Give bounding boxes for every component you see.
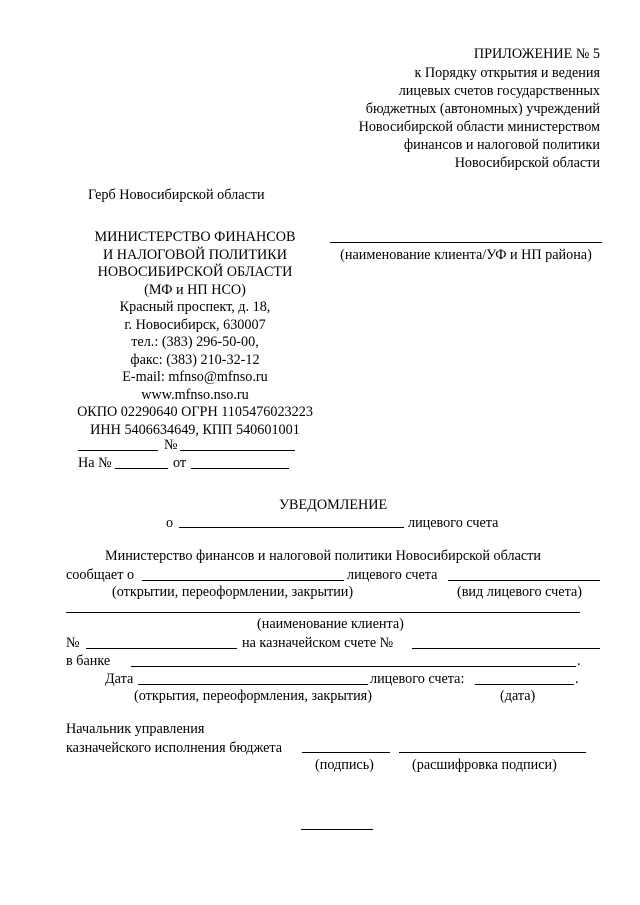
appendix-line-3: бюджетных (автономных) учреждений <box>365 101 600 117</box>
recipient-caption: (наименование клиента/УФ и НП района) <box>340 247 592 263</box>
body-ministry-reports: Министерство финансов и налоговой политики Новосибирской области <box>105 548 541 564</box>
caption-date: (дата) <box>500 688 536 704</box>
ministry-name-line-1: МИНИСТЕРСТВО ФИНАНСОВ <box>94 229 296 245</box>
account-date-label: лицевого счета: <box>370 671 465 687</box>
treasury-account-label: на казначейском счете № <box>242 635 394 651</box>
bank-label: в банке <box>66 653 111 669</box>
account-number-sign: № <box>66 635 80 651</box>
ministry-okpo-ogrn: ОКПО 02290640 ОГРН 1105476023223 <box>77 404 313 420</box>
recipient-name-line <box>330 242 602 243</box>
caption-signature-decode: (расшифровка подписи) <box>412 757 557 773</box>
appendix-line-4: Новосибирской области министерством <box>358 119 600 135</box>
account-type-line <box>448 580 600 581</box>
date-period: . <box>575 671 579 687</box>
ministry-address: Красный проспект, д. 18, <box>119 299 271 315</box>
outgoing-number-line <box>180 450 295 451</box>
ministry-name-line-2: И НАЛОГОВОЙ ПОЛИТИКИ <box>102 246 288 263</box>
bank-period: . <box>577 653 581 669</box>
appendix-line-5: финансов и налоговой политики <box>403 137 600 153</box>
bank-name-line <box>131 666 576 667</box>
coat-of-arms-label: Герб Новосибирской области <box>88 187 265 203</box>
signatory-title-line-2: казначейского исполнения бюджета <box>66 740 283 756</box>
signature-decode-line <box>399 752 586 753</box>
appendix-title: ПРИЛОЖЕНИЕ № 5 <box>473 46 600 62</box>
appendix-line-6: Новосибирской области <box>454 155 600 171</box>
date-label: Дата <box>105 671 134 687</box>
reference-number-line <box>115 468 168 469</box>
appendix-line-2: лицевых счетов государственных <box>398 83 600 99</box>
ministry-website: www.mfnso.nso.ru <box>141 386 249 403</box>
ministry-abbr: (МФ и НП НСО) <box>144 281 246 298</box>
caption-dates: (открытия, переоформления, закрытия) <box>134 688 372 704</box>
ministry-block <box>60 229 330 439</box>
signatory-title-line-1: Начальник управления <box>66 721 205 737</box>
notice-title: УВЕДОМЛЕНИЕ <box>279 497 388 513</box>
caption-action-type: (открытии, переоформлении, закрытии) <box>112 584 354 600</box>
signature-line <box>302 752 390 753</box>
reference-from-label: от <box>173 455 187 471</box>
outgoing-number-sign: № <box>164 437 178 453</box>
ministry-name-line-3: НОВОСИБИРСКОЙ ОБЛАСТИ <box>97 264 293 280</box>
caption-signature: (подпись) <box>315 757 374 773</box>
client-name-line <box>66 612 580 613</box>
account-number-line <box>86 648 237 649</box>
ministry-inn-kpp: ИНН 5406634649, КПП 540601001 <box>90 421 300 438</box>
date-value-line <box>138 684 368 685</box>
notice-about-suffix: лицевого счета <box>408 515 499 531</box>
ministry-city: г. Новосибирск, 630007 <box>124 316 266 333</box>
action-type-line <box>142 580 344 581</box>
body-account-label: лицевого счета <box>347 567 438 583</box>
reference-number-label: На № <box>78 455 112 471</box>
caption-account-type: (вид лицевого счета) <box>457 584 582 600</box>
footer-separator-line <box>301 829 373 830</box>
ministry-email: E-mail: mfnso@mfnso.ru <box>122 369 268 385</box>
body-reports-prefix: сообщает о <box>66 567 135 583</box>
notice-action-line <box>179 527 404 528</box>
outgoing-date-line <box>78 450 158 451</box>
treasury-account-line <box>412 648 600 649</box>
account-date-line <box>475 684 574 685</box>
notice-about-prefix: о <box>166 515 174 531</box>
appendix-line-1: к Порядку открытия и ведения <box>414 65 600 81</box>
caption-client-name: (наименование клиента) <box>257 616 404 632</box>
ministry-phone: тел.: (383) 296-50-00, <box>131 334 259 350</box>
ministry-fax: факс: (383) 210-32-12 <box>130 351 260 368</box>
reference-date-line <box>191 468 289 469</box>
